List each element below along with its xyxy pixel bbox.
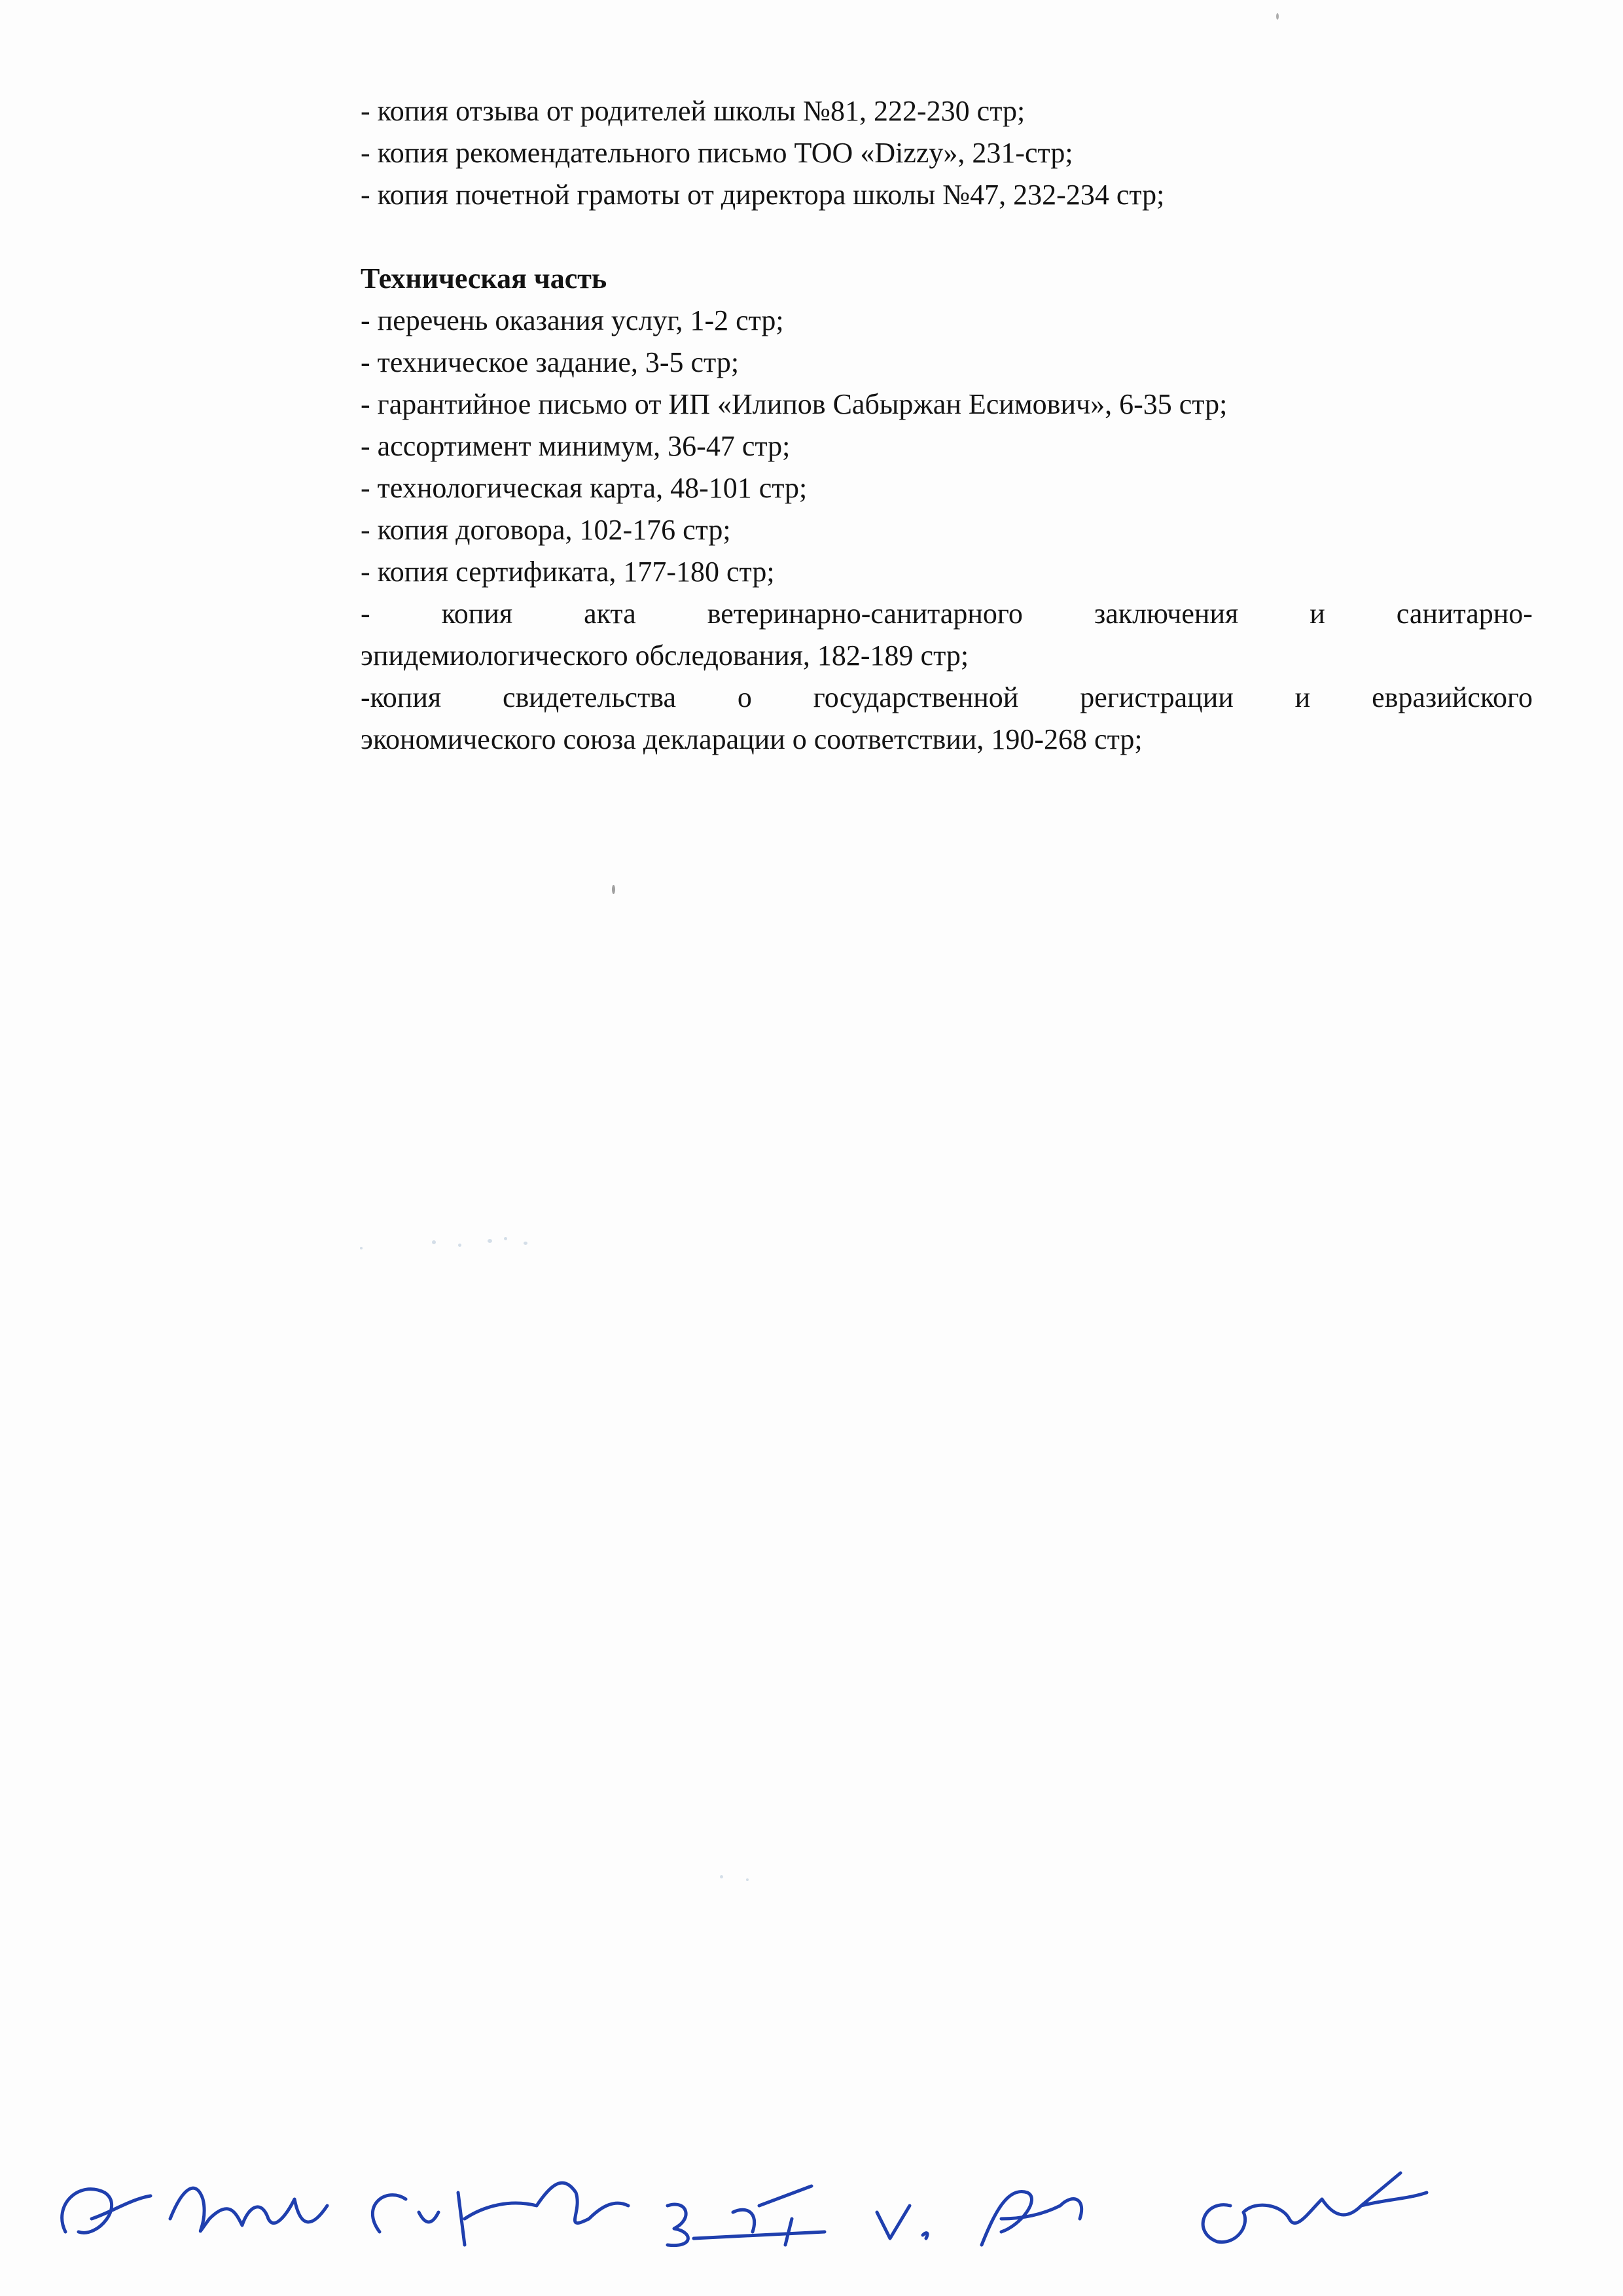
scan-speck [746,1878,749,1881]
section-heading: Техническая часть [361,262,607,295]
list-item: - перечень оказания услуг, 1-2 стр; [361,304,784,336]
document-body [361,90,1533,761]
scan-speck [488,1239,492,1243]
section-gap [361,216,1533,258]
list-item: - техническое задание, 3-5 стр; [361,346,740,378]
word: -копия [361,681,442,713]
list-item: - копия сертификата, 177-180 стр; [361,556,775,588]
list-item: - гарантийное письмо от ИП «Илипов Сабыржан Есимович», 6-35 стр; [361,388,1228,420]
list-item: - копия договора, 102-176 стр; [361,514,731,546]
word: свидетельства [503,681,677,713]
scan-speck [504,1237,507,1240]
scan-speck [720,1875,723,1878]
list-item-continuation: эпидемиологического обследования, 182-189 стр; [361,639,969,672]
scan-speck [612,885,615,894]
word: о [737,681,752,713]
list-item: - копия рекомендательного письмо ТОО «Dizzy», 231-стр; [361,137,1073,169]
word: регистрации [1080,681,1234,713]
word: санитарно- [1396,598,1533,630]
list-item: - копия почетной грамоты от директора школы №47, 232-234 стр; [361,179,1165,211]
scan-speck [432,1240,436,1244]
scan-speck [1276,13,1279,20]
scan-speck [360,1247,363,1249]
list-item-justified-line [361,677,1533,719]
word: и [1294,681,1311,713]
word: ветеринарно-санитарного [707,598,1023,630]
word: заключения [1094,598,1239,630]
scan-speck [458,1244,461,1247]
list-item-continuation: экономического союза декларации о соответствии, 190-268 стр; [361,723,1143,755]
word: государственной [813,681,1019,713]
list-item: - технологическая карта, 48-101 стр; [361,472,808,504]
list-item: - копия отзыва от родителей школы №81, 222-230 стр; [361,95,1026,127]
list-item-justified-line [361,593,1533,635]
handwritten-signatures [39,2134,1610,2284]
word: копия [441,598,513,630]
word: - [361,598,370,630]
word: и [1310,598,1325,630]
list-item: - ассортимент минимум, 36-47 стр; [361,430,791,462]
signatures-row [39,2134,1610,2284]
scan-speck [524,1242,527,1245]
word: акта [584,598,636,630]
word: евразийского [1372,681,1533,713]
